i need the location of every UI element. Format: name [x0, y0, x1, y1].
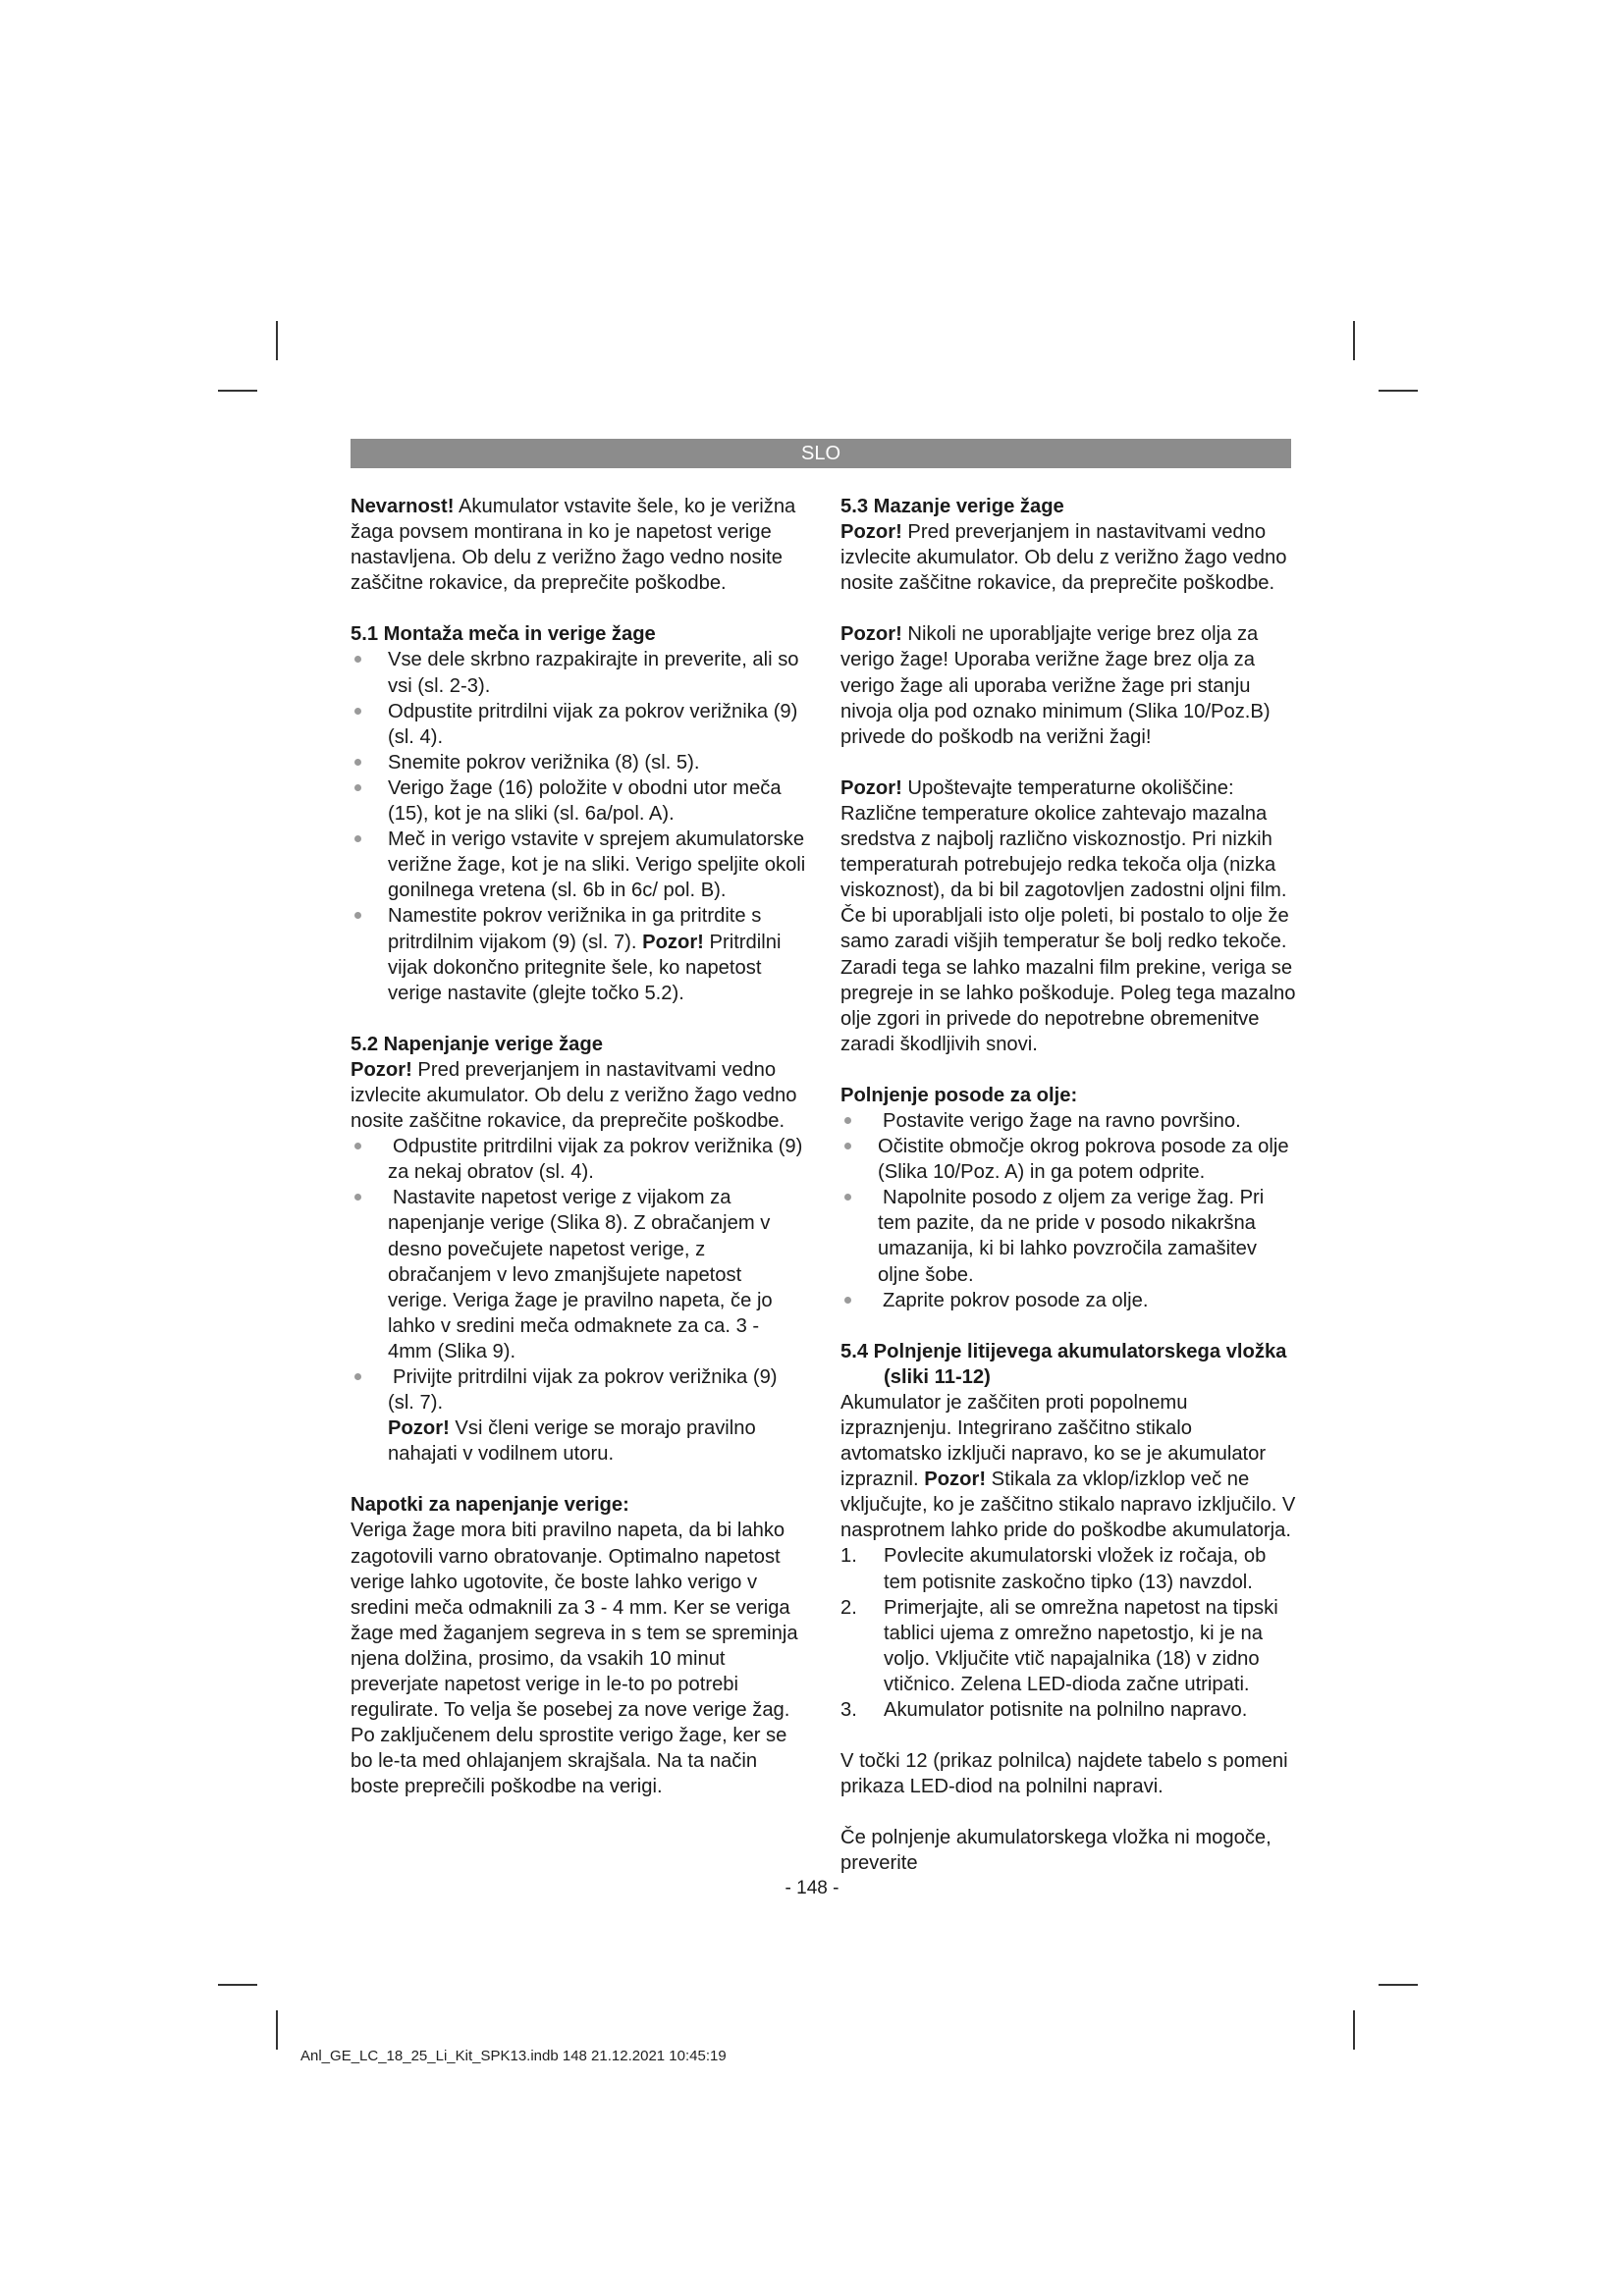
charging-check-text: Če polnjenje akumulatorskega vložka ni mogoče, preverite [840, 1827, 1272, 1875]
section-5-3-warning-1: Pozor! Pred preverjanjem in nastavitvami vedno izvlecite akumulator. Ob delu z verižno žago vedno nosite zaščitne rokavice, da preprečite poškodbe. [840, 521, 1287, 595]
section-5-3-warning-2: Pozor! Nikoli ne uporabljajte verige brez olja za verigo žage! Uporaba verižne žage brez olja za verigo žage ali uporaba verižne žage pri stanju nivoja olja pod oznako minimum (Slika 10/Poz.B) privede do poškodb na verižni žagi! [840, 623, 1271, 748]
oil-filling-title: Polnjenje posode za olje: [840, 1084, 1078, 1106]
crop-mark [1379, 390, 1418, 392]
chain-links-note: Pozor! Vsi členi verige se morajo pravilno nahajati v vodilnem utoru. [388, 1417, 756, 1466]
crop-mark [1353, 2010, 1355, 2050]
section-5-2-title: 5.2 Napenjanje verige žage [351, 1033, 603, 1055]
list-item: Nastavite napetost verige z vijakom za napenjanje verige (Slika 8). Z obračanjem v desno povečujete napetost verige, z obračanjem v levo zmanjšujete napetost verige. Veriga žage je pravilno napeta, če jo lahko v sredini meča odmaknete za ca. 3 - 4mm (Slika 9). [351, 1185, 806, 1364]
section-5-3-warning-3: Pozor! Upoštevajte temperaturne okoliščine: Različne temperature okolice zahtevajo mazalna sredstva z najbolj različno viskoznostjo. Pri nizkih temperaturah potrebujejo redka tekoča olja (nizka viskoznost), da bi bil zagotovljen zadostni oljni film. Če bi uporabljali isto olje poleti, bi postalo to olje že samo zaradi višjih temperatur še bolj redko tekoče. Zaradi tega se lahko mazalni film prekine, veriga se pregreje in se lahko poškoduje. Poleg tega mazalno olje zgori in privede do nepotrebne obremenitve zaradi škodljivih snovi. [840, 776, 1296, 1055]
crop-mark [276, 2010, 278, 2050]
charging-steps [840, 1543, 1296, 1723]
danger-intro: Nevarnost! Akumulator vstavite šele, ko je verižna žaga povsem montirana in ko je napetost verige nastavljena. Ob delu z verižno žago vedno nosite zaščitne rokavice, da preprečite poškodbe. [351, 496, 796, 595]
print-footer: Anl_GE_LC_18_25_Li_Kit_SPK13.indb 148 21.12.2021 10:45:19 [300, 2048, 727, 2064]
list-item: Odpustite pritrdilni vijak za pokrov verižnika (9) za nekaj obratov (sl. 4). [351, 1134, 806, 1185]
section-5-1-title: 5.1 Montaža meča in verige žage [351, 623, 656, 646]
crop-mark [1353, 321, 1355, 360]
crop-mark [1379, 1984, 1418, 1986]
section-5-3-title: 5.3 Mazanje verige žage [840, 496, 1064, 517]
step-item: 2. Primerjajte, ali se omrežna napetost na tipski tablici ujema z omrežno napetostjo, ki je na voljo. Vključite vtič napajalnika (18) v zidno vtičnico. Zelena LED-dioda začne utripati. [840, 1596, 1278, 1695]
section-5-1-list [351, 647, 806, 1005]
led-table-reference: V točki 12 (prikaz polnilca) najdete tabelo s pomeni prikaza LED-diod na polnilni napravi. [840, 1750, 1288, 1798]
list-item: Verigo žage (16) položite v obodni utor meča (15), kot je na sliki (sl. 6a/pol. A). [351, 775, 806, 827]
crop-mark [218, 390, 257, 392]
page-number: - 148 - [785, 1878, 839, 1898]
left-column [351, 494, 806, 1800]
section-5-2-warning: Pozor! Pred preverjanjem in nastavitvami vedno izvlecite akumulator. Ob delu z verižno žago vedno nosite zaščitne rokavice, da preprečite poškodbe. [351, 1058, 797, 1133]
list-item: Meč in verigo vstavite v sprejem akumulatorske verižne žage, kot je na sliki. Verigo speljite okoli gonilnega vretena (sl. 6b in 6c/ pol. B). [351, 827, 806, 903]
tension-tips-title: Napotki za napenjanje verige: [351, 1494, 629, 1517]
list-item: Odpustite pritrdilni vijak za pokrov verižnika (9) (sl. 4). [351, 699, 806, 750]
oil-filling-list [840, 1108, 1296, 1313]
crop-mark [218, 1984, 257, 1986]
list-item: Snemite pokrov verižnika (8) (sl. 5). [351, 750, 806, 775]
step-item: 1. Povlecite akumulatorski vložek iz ročaja, ob tem potisnite zaskočno tipko (13) navzdol. [840, 1545, 1267, 1593]
list-item: Vse dele skrbno razpakirajte in preverite, ali so vsi (sl. 2-3). [351, 647, 806, 698]
section-5-4-title: 5.4 Polnjenje litijevega akumulatorskega vložka (sliki 11-12) [840, 1340, 1287, 1388]
list-item: Namestite pokrov verižnika in ga pritrdite s pritrdilnim vijakom (9) (sl. 7). Pozor! Pritrdilni vijak dokončno pritegnite šele, ko napetost verige nastavite (glejte točko 5.2). [351, 903, 806, 1005]
list-item: Zaprite pokrov posode za olje. [840, 1288, 1296, 1313]
crop-mark [276, 321, 278, 360]
step-item: 3. Akumulator potisnite na polnilno napravo. [840, 1699, 1248, 1722]
right-column [840, 494, 1296, 1877]
language-header-bar: SLO [351, 439, 1291, 468]
list-item: Napolnite posodo z oljem za verige žag. Pri tem pazite, da ne pride v posodo nikakršna umazanija, ki bi lahko povzročila zamašitev oljne šobe. [840, 1185, 1296, 1287]
tension-tips-text: Veriga žage mora biti pravilno napeta, da bi lahko zagotovili varno obratovanje. Optimalno napetost verige lahko ugotovite, če boste lahko verigo v sredini meča odmaknili za 3 - 4 mm. Ker se veriga žage med žaganjem segreva in s tem se spreminja njena dolžina, prosimo, da vsakih 10 minut preverjate napetost verige in le-to po potrebi regulirate. To velja še posebej za nove verige žag. Po zaključenem delu sprostite verigo žage, ker se bo le-ta med ohlajanjem skrajšala. Na ta način boste preprečili poškodbe na verigi. [351, 1520, 798, 1798]
list-item: Postavite verigo žage na ravno površino. [840, 1108, 1296, 1134]
section-5-4-text: Akumulator je zaščiten proti popolnemu izpraznjenju. Integrirano zaščitno stikalo avtomatsko izključi napravo, ko se je akumulator izpraznil. Pozor! Stikala za vklop/izklop več ne vključujte, ko je zaščitno stikalo napravo izključilo. V nasprotnem lahko pride do poškodbe akumulatorja. [840, 1391, 1296, 1542]
list-item: Privijte pritrdilni vijak za pokrov verižnika (9) (sl. 7). [351, 1364, 806, 1415]
section-5-2-list [351, 1134, 806, 1415]
list-item: Očistite območje okrog pokrova posode za olje (Slika 10/Poz. A) in ga potem odprite. [840, 1134, 1296, 1185]
